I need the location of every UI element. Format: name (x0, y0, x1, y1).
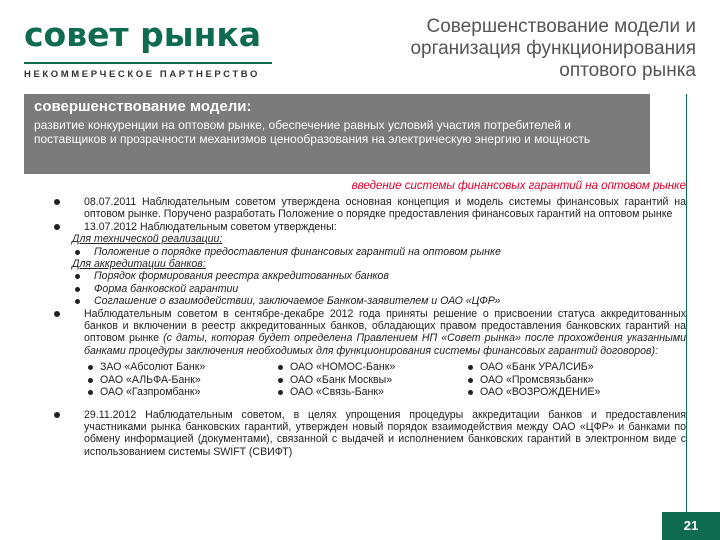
bank-item (86, 361, 276, 373)
bank-name: ОАО «НОМОС-Банк» (290, 361, 396, 374)
sublist-item-text: Форма банковской гарантии (94, 282, 239, 295)
bank-item (466, 361, 656, 373)
bank-item (86, 386, 276, 398)
model-banner (24, 94, 650, 174)
bank-name: ОАО «Банк Москвы» (290, 373, 393, 386)
sublist-item-text: Положение о порядке предоставления финансовых гарантий на оптовом рынке (94, 245, 501, 258)
bullet-icon (88, 365, 93, 370)
sublist-tech (52, 233, 686, 307)
logo-subtitle: НЕКОММЕРЧЕСКОЕ ПАРТНЕРСТВО (24, 69, 260, 80)
sublist-item (72, 295, 686, 307)
bank-name: ОАО «Газпромбанк» (100, 386, 201, 399)
bullet-icon (54, 412, 60, 418)
bank-item (276, 361, 466, 373)
bank-name: ОАО «АЛЬФА-Банк» (100, 373, 201, 386)
page-number (662, 512, 720, 540)
list-item (52, 409, 686, 459)
item-text: 13.07.2012 Наблюдательным советом утверждены: (84, 220, 337, 233)
bullet-icon (278, 390, 283, 395)
content-body (52, 196, 686, 458)
item-text: Наблюдательным советом в сентябре-декабре 2012 года приняты решение о присвоении статуса аккредитованных банков и включении в реестр аккредитованных банков, обладающих правом предоставления банковских гарантий на оптовом рынке (84, 307, 686, 345)
logo (24, 16, 284, 80)
banner-heading: совершенствование модели: (34, 98, 252, 115)
bank-name: ОАО «ВОЗРОЖДЕНИЕ» (480, 386, 601, 399)
bank-item (276, 386, 466, 398)
bank-column (466, 361, 656, 398)
bank-list (52, 361, 686, 398)
sublist-title: Для технической реализации: (72, 233, 223, 246)
bullet-icon (75, 299, 80, 304)
bullet-icon (54, 224, 60, 230)
bank-name: ОАО «Промсвязьбанк» (480, 373, 594, 386)
sublist-item-text: Соглашение о взаимодействии, заключаемое Банком-заявителем и ОАО «ЦФР» (94, 295, 501, 308)
section-subheading: введение системы финансовых гарантий на оптовом рынке (351, 180, 686, 192)
bank-item (466, 386, 656, 398)
bullet-icon (75, 250, 80, 255)
slide-title: Совершенствование модели и организация функционирования оптового рынка (410, 16, 696, 81)
bank-name: ЗАО «Абсолют Банк» (100, 361, 206, 374)
sublist-title: Для аккредитации банков: (72, 258, 206, 271)
bank-column (276, 361, 466, 398)
bullet-icon (468, 390, 473, 395)
bank-column (86, 361, 276, 398)
list-item (52, 221, 686, 233)
bank-name: ОАО «Связь-Банк» (290, 386, 384, 399)
bank-item (86, 374, 276, 386)
bullet-icon (75, 274, 80, 279)
bullet-icon (278, 378, 283, 383)
item-text: 29.11.2012 Наблюдательным советом, в целях упрощения процедуры аккредитации банков и предоставления участниками рынка банковских гарантий, утвержден новый порядок взаимодействия между ОАО «ЦФР» и банками по обмену информацией (документами), связанной с выдачей и исполнением банковских гарантий в электронном виде с использованием системы SWIFT (СВИФТ) (84, 408, 686, 458)
sublist-item (72, 283, 686, 295)
bullet-icon (54, 199, 60, 205)
bank-item (276, 374, 466, 386)
bullet-icon (88, 378, 93, 383)
logo-wordmark: совет рынка (24, 15, 262, 54)
item-text: 08.07.2011 Наблюдательным советом утверждена основная концепция и модель системы финансовых гарантий на оптовом рынке. Поручено разработать Положение о порядке предоставления финансовых гарантий на оптовом рынке (84, 196, 686, 221)
item-note: (с даты, которая будет определена Правлением НП «Совет рынка» после прохождения указанными банками процедуры заключения необходимых для функционирования системы финансовых гарантий договоров): (84, 332, 686, 357)
bullet-icon (75, 287, 80, 292)
bank-item (466, 374, 656, 386)
bullet-icon (468, 365, 473, 370)
sublist-item-text: Порядок формирования реестра аккредитованных банков (94, 270, 389, 283)
logo-divider (24, 62, 272, 64)
page-number-text: 21 (683, 518, 699, 533)
bullet-icon (88, 390, 93, 395)
banner-text: развитие конкуренции на оптовом рынке, обеспечение равных условий участия потребителей и поставщиков и прозрачности механизмов ценообразования на электрическую энергию и мощность (34, 118, 591, 146)
bank-name: ОАО «Банк УРАЛСИБ» (480, 361, 594, 374)
list-item (52, 196, 686, 221)
bullet-icon (468, 378, 473, 383)
right-divider-line (686, 94, 687, 540)
list-item (52, 308, 686, 358)
sublist-item (72, 270, 686, 282)
bullet-icon (278, 365, 283, 370)
sublist-item (72, 246, 686, 258)
bullet-icon (54, 311, 60, 317)
